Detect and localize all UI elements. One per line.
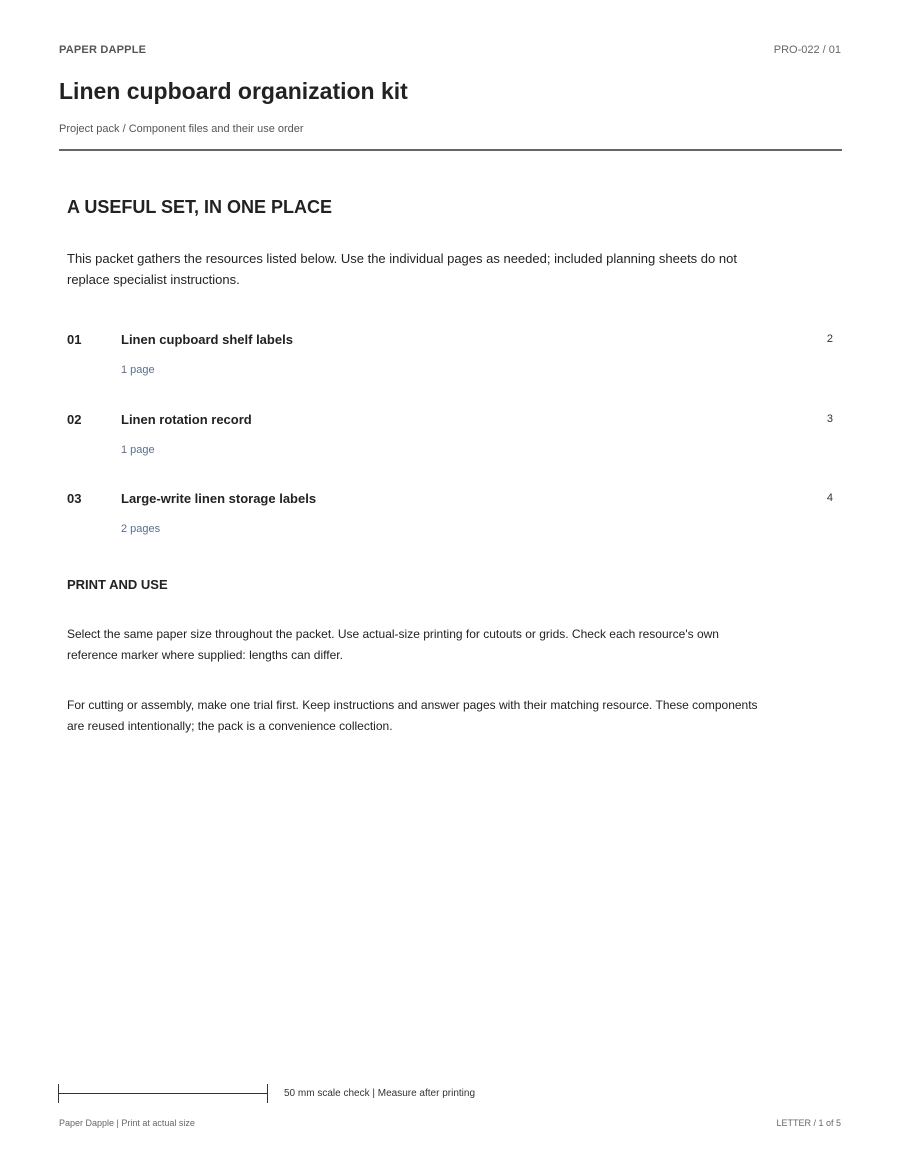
item-number: 03: [67, 491, 82, 506]
scale-bar-right-tick: [267, 1084, 268, 1103]
item-page-number: 2: [826, 333, 833, 345]
print-paragraph-1: Select the same paper size throughout the packet. Use actual-size printing for cutouts or grids. Check each resource's own reference marker where supplied: lengths can differ.: [67, 627, 719, 662]
item-title: Large-write linen storage labels: [121, 491, 317, 506]
item-number: 01: [67, 332, 82, 347]
item-title: Linen rotation record: [121, 411, 252, 427]
component-list: [67, 330, 833, 569]
item-page-number: 4: [826, 492, 833, 504]
item-page-count: 1 page: [121, 443, 155, 456]
item-title: Linen cupboard shelf labels: [121, 332, 293, 347]
item-page-number: 3: [826, 412, 833, 425]
header-divider: [59, 149, 842, 151]
list-item: [67, 330, 833, 410]
item-page-count: 2 pages: [121, 523, 161, 535]
scale-bar-line: [58, 1093, 268, 1094]
scale-bar-left-tick: [58, 1084, 59, 1103]
scale-bar: [58, 1084, 268, 1103]
document-reference: PRO-022 / 01: [773, 44, 841, 56]
item-page-count: 1 page: [121, 364, 155, 376]
footer-left-text: Paper Dapple | Print at actual size: [59, 1118, 195, 1128]
brand-name: PAPER DAPPLE: [59, 44, 147, 56]
item-number: 02: [67, 411, 82, 427]
intro-text: This packet gathers the resources listed below. Use the individual pages as needed; included planning sheets do not replace specialist instructions.: [67, 251, 737, 287]
page-title: Linen cupboard organization kit: [59, 78, 408, 104]
print-paragraph-2: For cutting or assembly, make one trial first. Keep instructions and answer pages with their matching resource. These components are reused intentionally; the pack is a convenience collection.: [67, 698, 758, 733]
scale-caption: 50 mm scale check | Measure after printing: [284, 1088, 476, 1099]
list-item: [67, 410, 833, 490]
list-item: [67, 489, 833, 569]
page-subtitle: Project pack / Component files and their use order: [59, 123, 304, 135]
intro-heading: A USEFUL SET, IN ONE PLACE: [67, 197, 333, 217]
footer-page-info: LETTER / 1 of 5: [776, 1118, 841, 1128]
print-heading: PRINT AND USE: [67, 577, 168, 592]
